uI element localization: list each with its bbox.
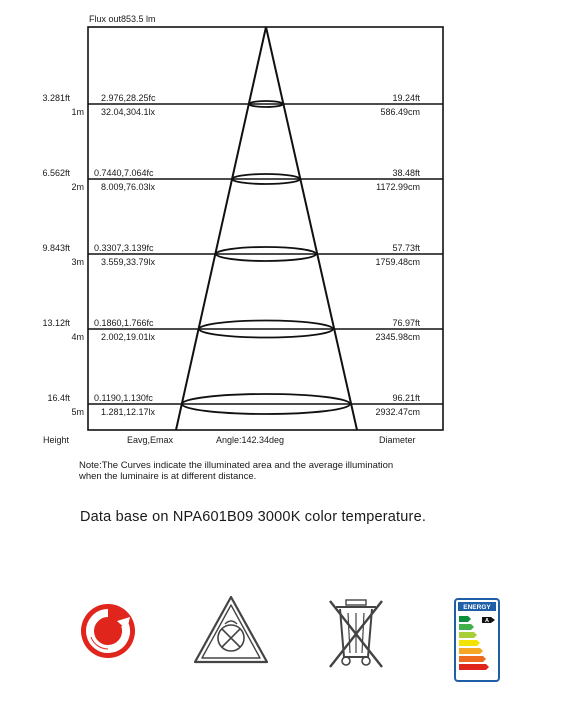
diameter-ft: 57.73ft [392, 243, 420, 253]
illuminance-lx: 3.559,33.79lx [101, 257, 156, 267]
illuminance-lx: 8.009,76.03lx [101, 182, 156, 192]
diameter-ft: 76.97ft [392, 318, 420, 328]
height-m: 3m [71, 257, 84, 267]
recycling-triangle-icon [192, 594, 270, 671]
caption: Data base on NPA601B09 3000K color temperature. [80, 509, 427, 525]
illuminance-fc: 0.3307,3.139fc [94, 243, 154, 253]
diagram-frame [88, 27, 443, 430]
height-ft: 6.562ft [42, 168, 70, 178]
illuminance-fc: 0.1190,1.130fc [94, 393, 153, 403]
footer-angle-label: Angle:142.34deg [216, 435, 285, 445]
illuminance-lx: 32.04,304.1lx [101, 107, 156, 117]
footer-diameter-label: Diameter [379, 435, 416, 445]
energy-label-text: ENERGY [463, 604, 491, 611]
green-dot-recycle-icon [80, 603, 136, 664]
note-text: Note:The Curves indicate the illuminated area and the average illumination when the luminaire is at different distance. [79, 460, 394, 482]
diameter-ft: 96.21ft [392, 393, 420, 403]
illuminance-lx: 2.002,19.01lx [101, 332, 156, 342]
height-ft: 3.281ft [42, 93, 70, 103]
illuminance-fc: 2.976,28.25fc [101, 93, 156, 103]
illuminance-fc: 0.1860,1.766fc [94, 318, 154, 328]
distance-lines [88, 104, 443, 404]
height-m: 5m [71, 407, 84, 417]
height-m: 4m [71, 332, 84, 342]
energy-label-icon [454, 598, 500, 687]
illuminance-fc: 0.7440,7.064fc [94, 168, 154, 178]
diameter-ft: 19.24ft [392, 93, 420, 103]
energy-class-text: A [485, 618, 489, 624]
illuminance-lx: 1.281,12.17lx [101, 407, 156, 417]
flux-label: Flux out853.5 lm [89, 14, 156, 24]
height-m: 2m [71, 182, 84, 192]
diameter-cm: 2345.98cm [375, 332, 420, 342]
beam-cone [176, 27, 357, 430]
height-ft: 9.843ft [42, 243, 70, 253]
height-ft: 16.4ft [47, 393, 70, 403]
footer-eavg-label: Eavg,Emax [127, 435, 174, 445]
diameter-cm: 2932.47cm [375, 407, 420, 417]
crossed-out-wheelie-bin-icon [326, 597, 386, 676]
height-ft: 13.12ft [42, 318, 70, 328]
footer-height-label: Height [43, 435, 70, 445]
diameter-ft: 38.48ft [392, 168, 420, 178]
diameter-cm: 1759.48cm [375, 257, 420, 267]
diameter-cm: 1172.99cm [376, 182, 420, 192]
diameter-cm: 586.49cm [380, 107, 420, 117]
illumination-ellipses [182, 101, 350, 414]
height-m: 1m [71, 107, 84, 117]
